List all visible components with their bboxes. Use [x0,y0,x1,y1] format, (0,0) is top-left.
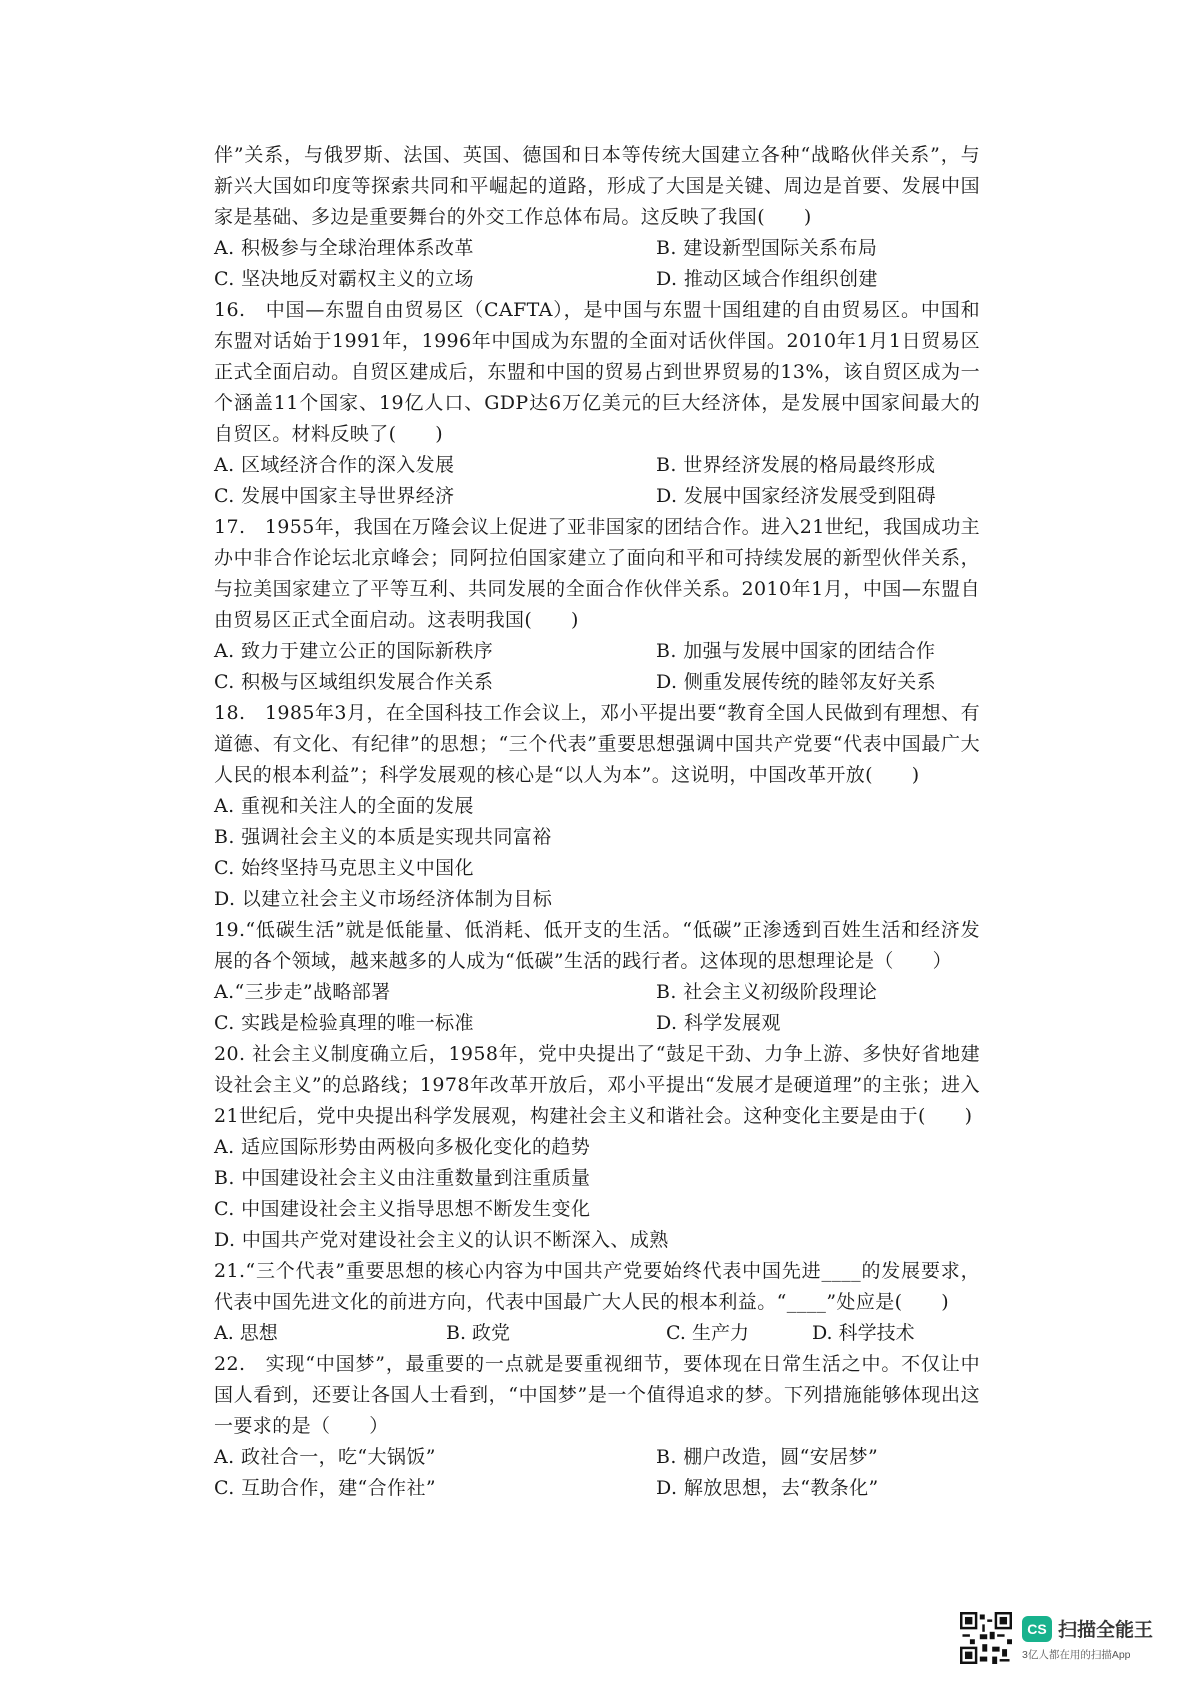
question-text: 16. 中国—东盟自由贸易区（CAFTA），是中国与东盟十国组建的自由贸易区。中国和东盟对话始于1991年，1996年中国成为东盟的全面对话伙伴国。2010年1月1日贸易区正式全面启动。自贸区建成后，东盟和中国的贸易占到世界贸易的13%，该自贸区成为一个涵盖11个国家、19亿人口、GDP达6万亿美元的巨大经济体，是发展中国家间最大的自贸区。材料反映了( ) [214,299,980,445]
question-15-continued [214,140,980,295]
camscanner-logo: CS [1022,1616,1052,1642]
option-d: D. 以建立社会主义市场经济体制为目标 [214,888,553,910]
option-d: D. 解放思想，去“教条化” [656,1477,879,1499]
options [214,233,980,295]
option-d: D. 推动区域合作组织创建 [656,268,878,290]
question-19 [214,915,980,1039]
option-c: C. 互助合作，建“合作社” [214,1477,436,1499]
option-b: B. 加强与发展中国家的团结合作 [656,640,936,662]
option-d: D. 中国共产党对建设社会主义的认识不断深入、成熟 [214,1229,669,1251]
option-c: C. 坚决地反对霸权主义的立场 [214,268,474,290]
option-d: D. 科学发展观 [656,1012,781,1034]
options [214,1132,980,1256]
question-text: 伴”关系，与俄罗斯、法国、英国、德国和日本等传统大国建立各种“战略伙伴关系”，与新兴大国如印度等探索共同和平崛起的道路，形成了大国是关键、周边是首要、发展中国家是基础、多边是重要舞台的外交工作总体布局。这反映了我国( ) [214,144,980,228]
question-text: 19.“低碳生活”就是低能量、低消耗、低开支的生活。“低碳”正渗透到百姓生活和经济发展的各个领域，越来越多的人成为“低碳”生活的践行者。这体现的思想理论是（ ） [214,919,980,972]
option-c: C. 中国建设社会主义指导思想不断发生变化 [214,1198,591,1220]
option-d: D. 侧重发展传统的睦邻友好关系 [656,671,937,693]
options [214,977,980,1039]
option-c: C. 发展中国家主导世界经济 [214,485,455,507]
question-text: 17. 1955年，我国在万隆会议上促进了亚非国家的团结合作。进入21世纪，我国成功主办中非合作论坛北京峰会；同阿拉伯国家建立了面向和平和可持续发展的新型伙伴关系，与拉美国家建立了平等互利、共同发展的全面合作伙伴关系。2010年1月，中国—东盟自由贸易区正式全面启动。这表明我国( ) [214,516,980,631]
options [214,791,980,915]
option-c: C. 实践是检验真理的唯一标准 [214,1012,474,1034]
option-c: C. 始终坚持马克思主义中国化 [214,857,474,879]
brand-name: 扫描全能王 [1058,1620,1154,1641]
question-18 [214,698,980,915]
option-a: A. 重视和关注人的全面的发展 [214,795,474,817]
question-text: 20. 社会主义制度确立后，1958年，党中央提出了“鼓足干劲、力争上游、多快好省地建设社会主义”的总路线；1978年改革开放后，邓小平提出“发展才是硬道理”的主张；进入21世纪后，党中央提出科学发展观，构建社会主义和谐社会。这种变化主要是由于( ) [214,1043,980,1127]
options [214,1318,980,1349]
question-text: 18. 1985年3月，在全国科技工作会议上，邓小平提出要“教育全国人民做到有理想、有道德、有文化、有纪律”的思想；“三个代表”重要思想强调中国共产党要“代表中国最广大人民的根本利益”；科学发展观的核心是“以人为本”。这说明，中国改革开放( ) [214,702,980,786]
option-a: A. 区域经济合作的深入发展 [214,454,455,476]
option-d: D. 科学技术 [812,1322,915,1344]
options [214,450,980,512]
options [214,636,980,698]
option-a: A. 致力于建立公正的国际新秩序 [214,640,494,662]
scanner-watermark [960,1612,1170,1668]
option-a: A. 政社合一，吃“大锅饭” [214,1446,436,1468]
option-b: B. 棚户改造，圆“安居梦” [656,1446,879,1468]
question-text: 22. 实现“中国梦”，最重要的一点就是要重视细节，要体现在日常生活之中。不仅让中国人看到，还要让各国人士看到，“中国梦”是一个值得追求的梦。下列措施能够体现出这一要求的是（ ） [214,1353,980,1437]
option-a: A. 适应国际形势由两极向多极化变化的趋势 [214,1136,591,1158]
option-d: D. 发展中国家经济发展受到阻碍 [656,485,937,507]
option-b: B. 中国建设社会主义由注重数量到注重质量 [214,1167,591,1189]
options [214,1442,980,1504]
option-c: C. 积极与区域组织发展合作关系 [214,671,494,693]
exam-content [214,140,980,1504]
option-a: A. 思想 [214,1322,278,1344]
option-c: C. 生产力 [666,1322,749,1344]
option-b: B. 世界经济发展的格局最终形成 [656,454,936,476]
option-b: B. 政党 [446,1322,511,1344]
option-a: A.“三步走”战略部署 [214,981,391,1003]
question-text: 21.“三个代表”重要思想的核心内容为中国共产党要始终代表中国先进____的发展要求，代表中国先进文化的前进方向，代表中国最广大人民的根本利益。“____”处应是( ) [214,1260,980,1313]
option-a: A. 积极参与全球治理体系改革 [214,237,474,259]
question-22 [214,1349,980,1504]
question-20 [214,1039,980,1256]
question-21 [214,1256,980,1349]
question-16 [214,295,980,512]
qr-code-icon [960,1612,1012,1664]
option-b: B. 社会主义初级阶段理论 [656,981,878,1003]
question-17 [214,512,980,698]
option-b: B. 建设新型国际关系布局 [656,237,878,259]
brand-tagline: 3亿人都在用的扫描App [1022,1649,1131,1661]
option-b: B. 强调社会主义的本质是实现共同富裕 [214,826,552,848]
